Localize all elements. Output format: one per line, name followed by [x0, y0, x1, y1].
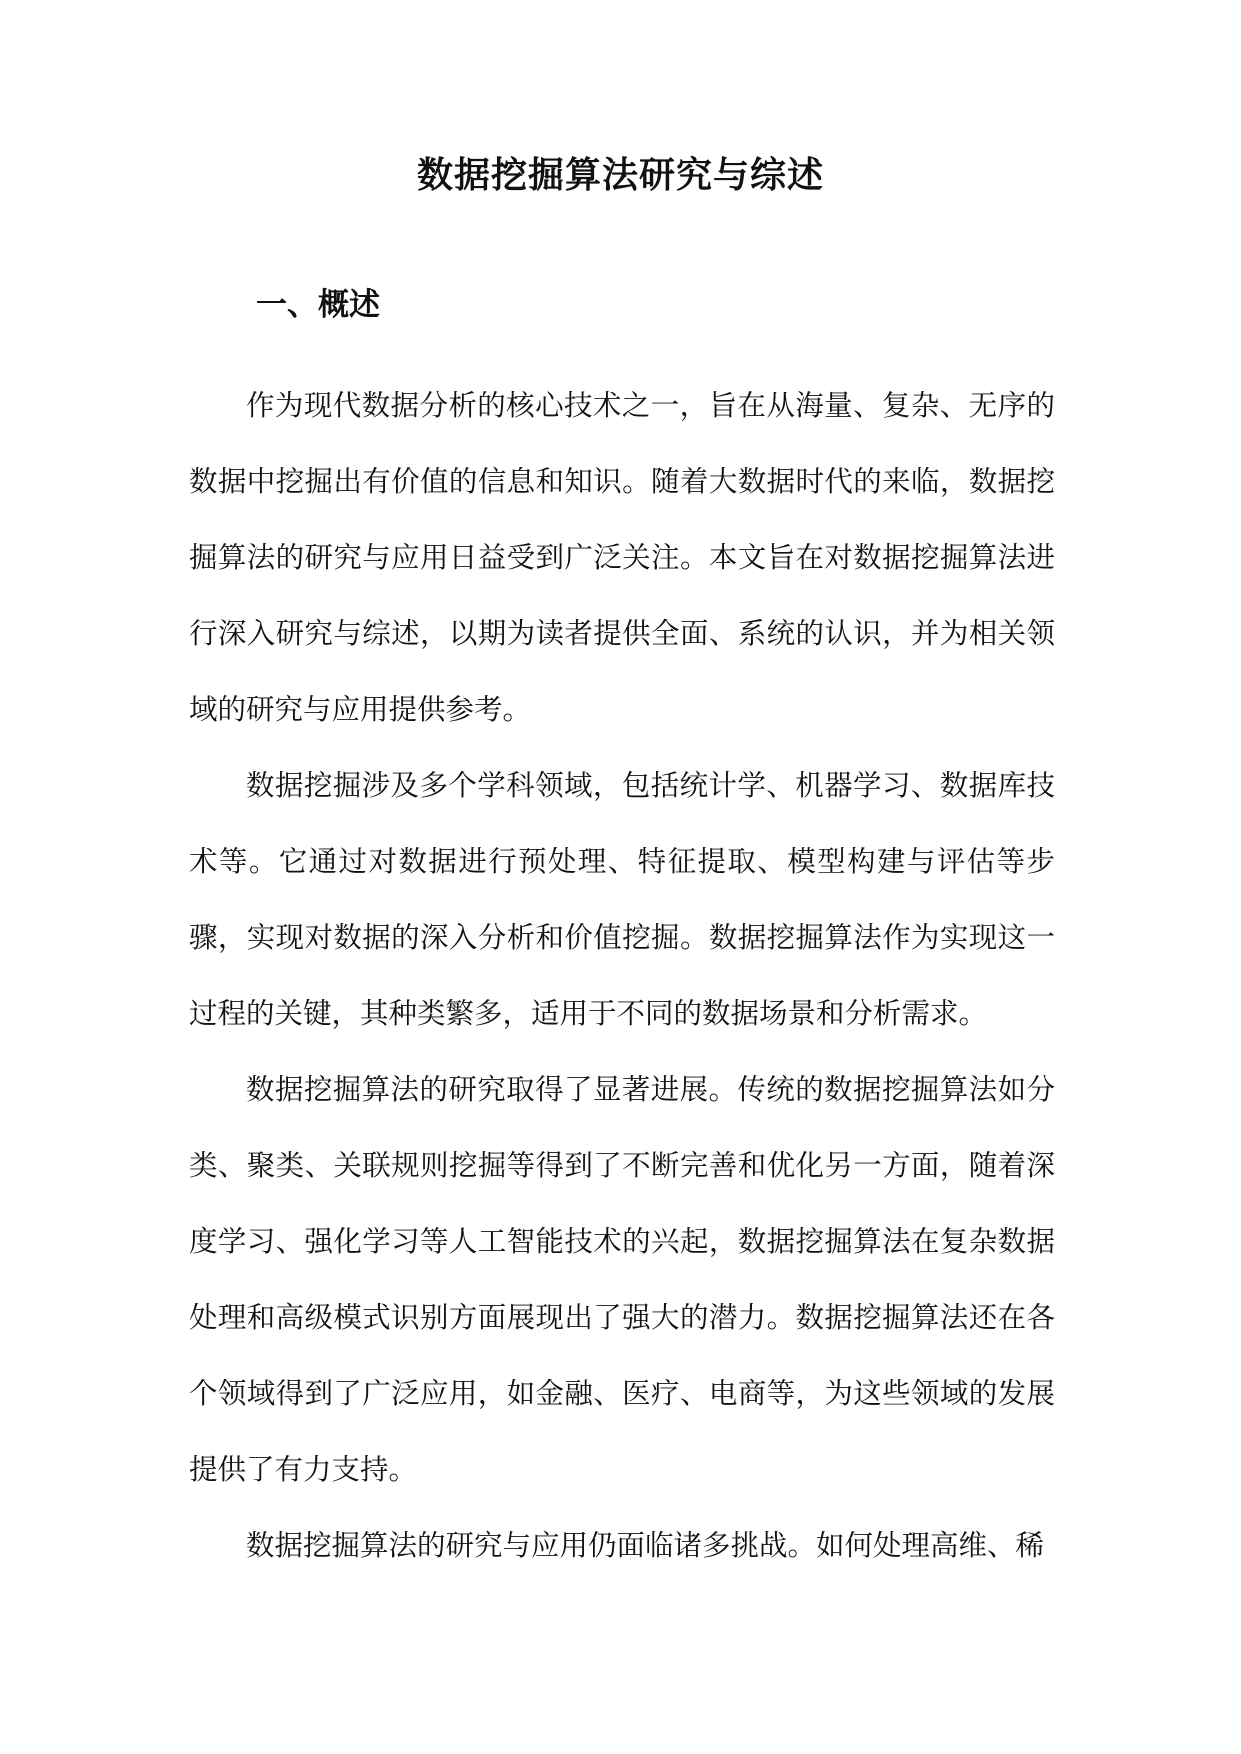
- paragraph: 数据挖掘算法的研究取得了显著进展。传统的数据挖掘算法如分类、聚类、关联规则挖掘等得到了不断完善和优化另一方面，随着深度学习、强化学习等人工智能技术的兴起，数据挖掘算法在复杂数据处理和高级模式识别方面展现出了强大的潜力。数据挖掘算法还在各个领域得到了广泛应用，如金融、医疗、电商等，为这些领域的发展提供了有力支持。: [189, 1073, 1055, 1486]
- paragraph: 作为现代数据分析的核心技术之一，旨在从海量、复杂、无序的数据中挖掘出有价值的信息和知识。随着大数据时代的来临，数据挖掘算法的研究与应用日益受到广泛关注。本文旨在对数据挖掘算法进行深入研究与综述，以期为读者提供全面、系统的认识，并为相关领域的研究与应用提供参考。: [189, 389, 1055, 726]
- document-body: [189, 368, 1055, 1584]
- paragraph: 数据挖掘算法的研究与应用仍面临诸多挑战。如何处理高维、稀: [246, 1529, 1045, 1562]
- document-title: 数据挖掘算法研究与综述: [416, 154, 824, 196]
- section-heading: 一、概述: [256, 287, 380, 323]
- paragraph: 数据挖掘涉及多个学科领域，包括统计学、机器学习、数据库技术等。它通过对数据进行预处理、特征提取、模型构建与评估等步骤，实现对数据的深入分析和价值挖掘。数据挖掘算法作为实现这一过程的关键，其种类繁多，适用于不同的数据场景和分析需求。: [189, 769, 1055, 1030]
